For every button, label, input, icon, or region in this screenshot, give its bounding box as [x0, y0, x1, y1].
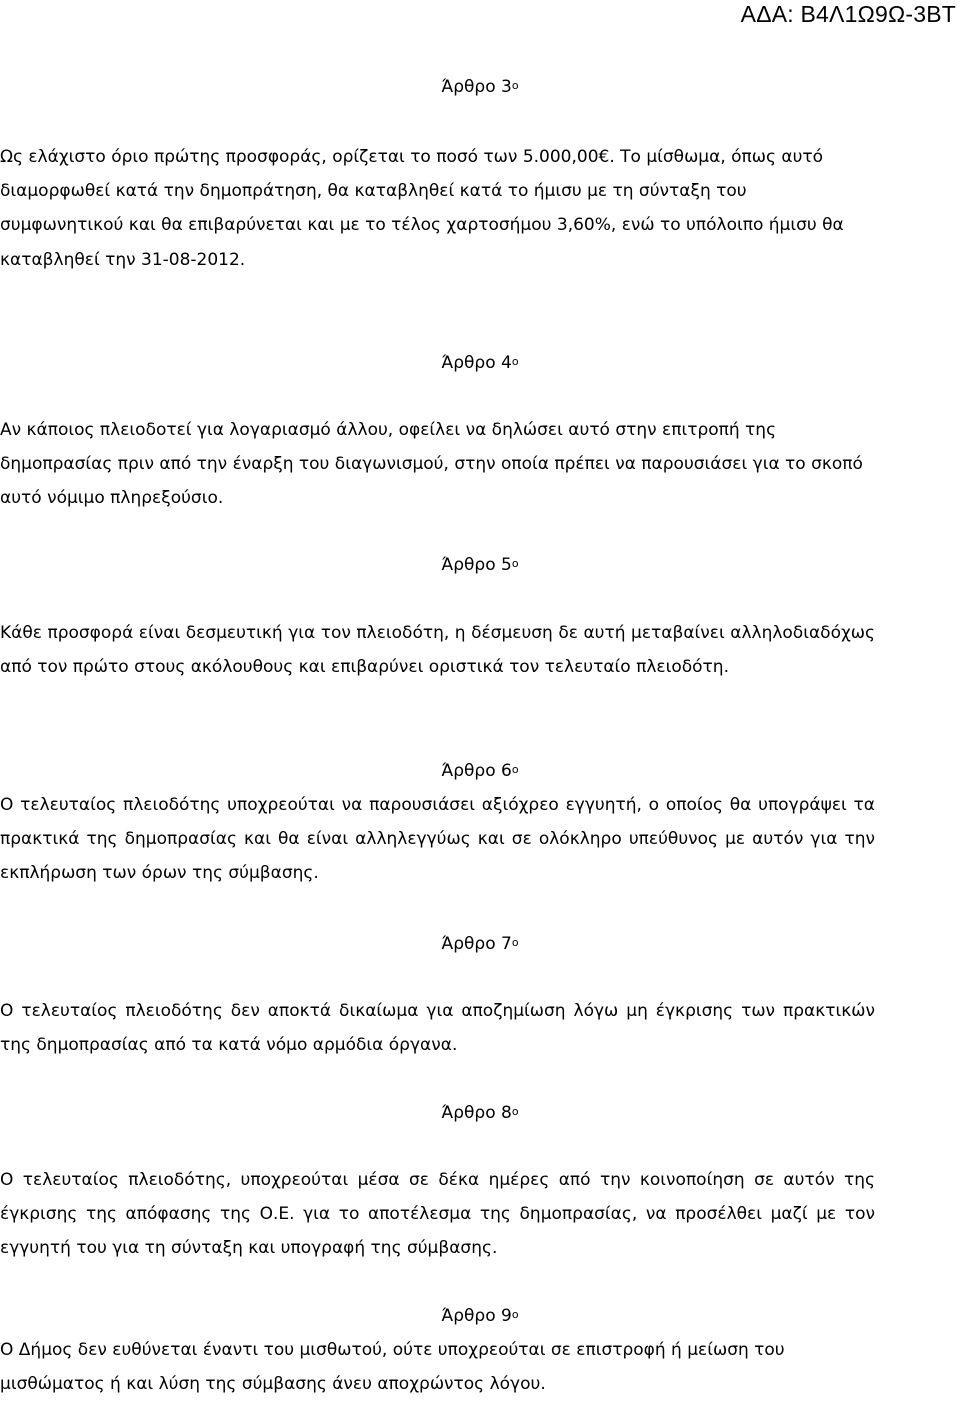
article-5-heading: [0, 555, 960, 577]
article-9-suffix: ο: [511, 1308, 519, 1321]
article-3-text: Ως ελάχιστο όριο πρώτης προσφοράς, ορίζεται το ποσό των 5.000,00€. Το μίσθωμα, όπως αυτό διαμορφωθεί κατά την δημοπράτηση, θα καταβληθεί κατά το ήμισυ με τη σύνταξη του συμφωνητικού και θα επιβαρύνεται και με το τέλος χαρτοσήμου 3,60%, ενώ το υπόλοιπο ήμισυ θα καταβληθεί την 31-08-2012.: [0, 147, 844, 270]
article-7-label: Άρθρο 7: [441, 934, 512, 954]
article-4-text: Αν κάποιος πλειοδοτεί για λογαριασμό άλλου, οφείλει να δηλώσει αυτό στην επιτροπή της δημοπρασίας πριν από την έναρξη του διαγωνισμού, στην οποία πρέπει να παρουσιάσει για το σκοπό αυτό νόμιμο πληρεξούσιο.: [0, 420, 863, 509]
article-9-label: Άρθρο 9: [441, 1306, 512, 1326]
article-5-text: Κάθε προσφορά είναι δεσμευτική για τον πλειοδότη, η δέσμευση δε αυτή μεταβαίνει αλληλοδιαδόχως από τον πρώτο στους ακόλουθους και επιβαρύνει οριστικά τον τελευταίο πλειοδότη.: [0, 623, 875, 678]
article-6-heading: [0, 761, 960, 783]
article-4-suffix: ο: [511, 355, 519, 368]
article-8-suffix: ο: [511, 1105, 519, 1118]
article-7-heading: [0, 934, 960, 956]
article-3-label: Άρθρο 3: [441, 77, 512, 97]
article-3-heading: [0, 77, 960, 99]
article-7-suffix: ο: [511, 936, 519, 949]
article-6-suffix: ο: [511, 763, 519, 776]
article-9-text: Ο Δήμος δεν ευθύνεται έναντι του μισθωτού, ούτε υποχρεούται σε επιστροφή ή μείωση του μισθώματος ή και λύση της σύμβασης άνευ αποχρώντος λόγου.: [0, 1340, 785, 1395]
article-8-text: Ο τελευταίος πλειοδότης, υποχρεούται μέσα σε δέκα ημέρες από την κοινοποίηση σε αυτόν της έγκρισης της απόφασης της Ο.Ε. για το αποτέλεσμα της δημοπρασίας, να προσέλθει μαζί με τον εγγυητή του για τη σύνταξη και υπογραφή της σύμβασης.: [0, 1170, 875, 1259]
article-6-text: Ο τελευταίος πλειοδότης υποχρεούται να παρουσιάσει αξιόχρεο εγγυητή, ο οποίος θα υπογράψει τα πρακτικά της δημοπρασίας και θα είναι αλληλεγγύως και σε ολόκληρο υπεύθυνος με αυτόν για την εκπλήρωση των όρων της σύμβασης.: [0, 795, 875, 884]
article-5-suffix: ο: [511, 557, 519, 570]
article-4-heading: [0, 353, 960, 375]
article-8-heading: [0, 1103, 960, 1125]
article-9-heading: [0, 1306, 960, 1328]
article-5-label: Άρθρο 5: [441, 555, 512, 575]
article-4-label: Άρθρο 4: [441, 353, 512, 373]
article-7-text: Ο τελευταίος πλειοδότης δεν αποκτά δικαίωμα για αποζημίωση λόγω μη έγκρισης των πρακτικών της δημοπρασίας από τα κατά νόμο αρμόδια όργανα.: [0, 1001, 875, 1056]
article-3-suffix: ο: [511, 79, 519, 92]
article-6-label: Άρθρο 6: [441, 761, 512, 781]
ada-code: ΑΔΑ: Β4Λ1Ω9Ω-3ΒΤ: [740, 1, 956, 27]
article-8-label: Άρθρο 8: [441, 1103, 512, 1123]
